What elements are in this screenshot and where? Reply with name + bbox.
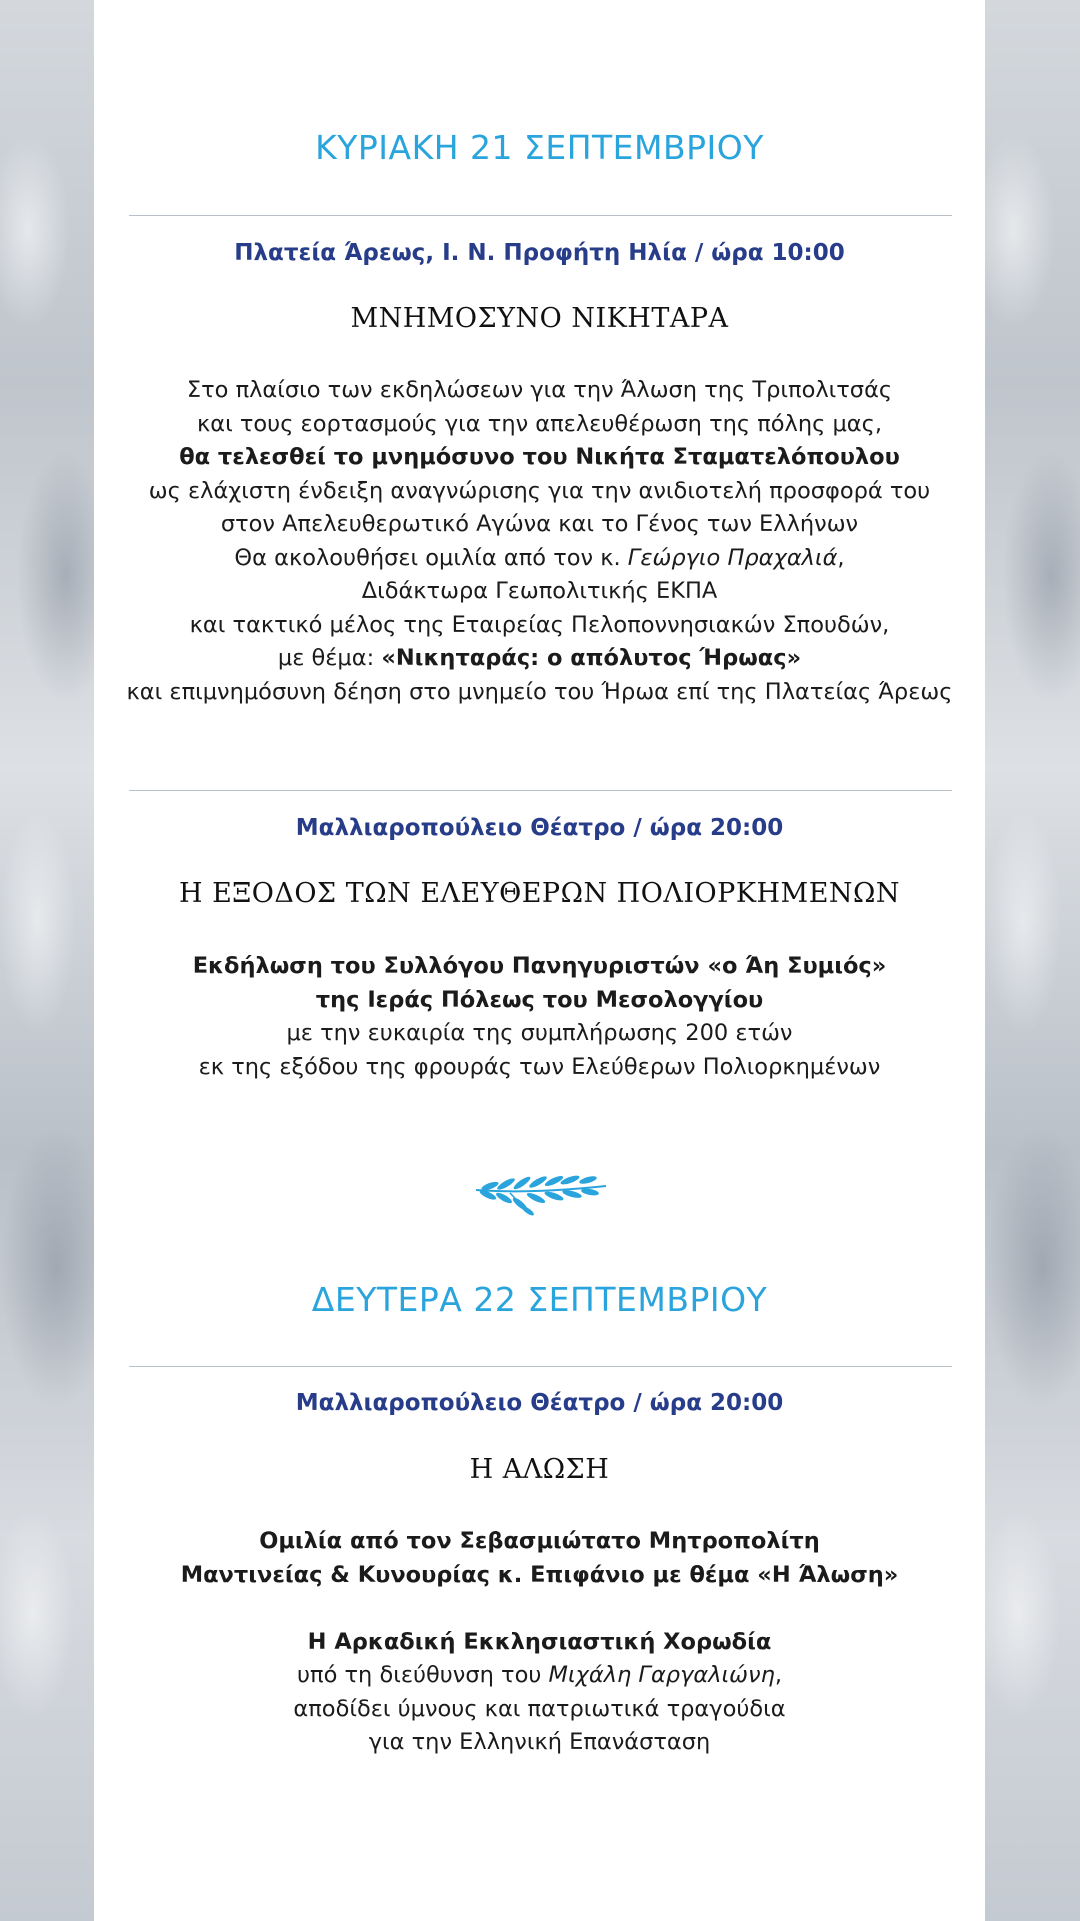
conductor-intro: υπό τη διεύθυνση του — [297, 1662, 549, 1688]
description-line: θα τελεσθεί το μνημόσυνο του Νικήτα Σταματελόπουλου — [179, 444, 900, 470]
event-description — [94, 950, 985, 1084]
description-line: Η Αρκαδική Εκκλησιαστική Χορωδία — [307, 1628, 772, 1655]
description-line: και τακτικό μέλος της Εταιρείας Πελοποννησιακών Σπουδών, — [189, 611, 890, 638]
description-line — [94, 1659, 985, 1693]
description-line: και επιμνημόσυνη δέηση στο μνημείο του Ήρωα επί της Πλατείας Άρεως — [126, 678, 953, 705]
event-title: Η ΑΛΩΣΗ — [469, 1454, 610, 1485]
event-venue-time: Μαλλιαροπούλειο Θέατρο / ώρα 20:00 — [295, 815, 784, 841]
description-line: και τους εορτασμούς για την απελευθέρωση της πόλης μας, — [197, 410, 882, 437]
day-title-sunday: ΚΥΡΙΑΚΗ 21 ΣΕΠΤΕΜΒΡΙΟΥ — [315, 128, 764, 167]
description-line: ως ελάχιστη ένδειξη αναγνώρισης για την ανιδιοτελή προσφορά του — [148, 477, 931, 504]
description-line: της Ιεράς Πόλεως του Μεσολογγίου — [315, 986, 764, 1013]
day-title-monday: ΔΕΥΤΕΡΑ 22 ΣΕΠΤΕΜΒΡΙΟΥ — [311, 1280, 768, 1319]
divider-rule — [129, 790, 952, 791]
description-line: στον Απελευθερωτικό Αγώνα και το Γένος των Ελλήνων — [220, 511, 859, 537]
conductor-name: Μιχάλη Γαργαλιώνη — [548, 1662, 775, 1688]
marble-relief-left — [0, 0, 94, 1921]
description-line: Μαντινείας & Κυνουρίας κ. Επιφάνιο με θέμα «Η Άλωση» — [180, 1561, 899, 1588]
blank-line — [94, 1592, 985, 1626]
description-line: Ομιλία από τον Σεβασμιώτατο Μητροπολίτη — [259, 1528, 820, 1554]
description-line: αποδίδει ύμνους και πατριωτικά τραγούδια — [293, 1695, 786, 1722]
event-title: ΜΝΗΜΟΣΥΝΟ ΝΙΚΗΤΑΡΑ — [350, 303, 729, 334]
description-line — [94, 642, 985, 676]
description-line — [94, 542, 985, 576]
speaker-name: Γεώργιο Πραχαλιά — [627, 544, 838, 571]
divider-rule — [129, 1366, 952, 1367]
event-description — [94, 1525, 985, 1760]
program-panel — [94, 0, 985, 1921]
marble-relief-right — [985, 0, 1080, 1921]
divider-rule — [129, 215, 952, 216]
event-title: Η ΕΞΟΔΟΣ ΤΩΝ ΕΛΕΥΘΕΡΩΝ ΠΟΛΙΟΡΚΗΜΕΝΩΝ — [178, 878, 901, 909]
topic-intro: με θέμα: — [277, 645, 382, 671]
speech-topic: «Νικηταράς: ο απόλυτος Ήρωας» — [381, 645, 802, 671]
event-description — [94, 374, 985, 709]
speaker-intro: Θα ακολουθήσει ομιλία από τον κ. — [234, 544, 628, 571]
description-line: για την Ελληνική Επανάσταση — [368, 1729, 711, 1755]
description-line: Στο πλαίσιο των εκδηλώσεων για την Άλωση της Τριπολιτσάς — [186, 377, 893, 403]
description-line: με την ευκαιρία της συμπλήρωσης 200 ετών — [286, 1020, 793, 1046]
description-line: Διδάκτωρα Γεωπολιτικής ΕΚΠΑ — [361, 578, 718, 604]
description-line: Εκδήλωση του Συλλόγου Πανηγυριστών «ο Άη Συμιός» — [192, 953, 887, 979]
event-venue-time: Μαλλιαροπούλειο Θέατρο / ώρα 20:00 — [295, 1390, 784, 1416]
olive-branch-icon — [470, 1166, 610, 1216]
description-line: εκ της εξόδου της φρουράς των Ελεύθερων Πολιορκημένων — [198, 1053, 881, 1080]
event-venue-time: Πλατεία Άρεως, Ι. Ν. Προφήτη Ηλία / ώρα 10:00 — [234, 240, 845, 266]
punctuation: , — [837, 544, 845, 571]
punctuation: , — [774, 1662, 782, 1688]
